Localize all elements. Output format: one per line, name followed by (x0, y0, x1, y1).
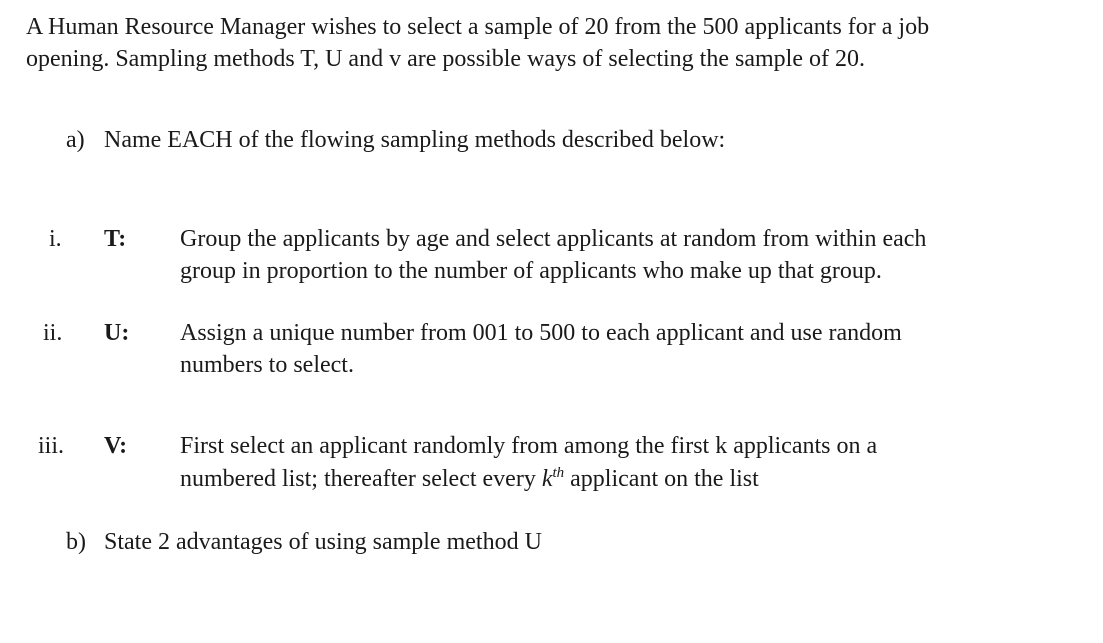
part-b-question: State 2 advantages of using sample method U (104, 529, 542, 555)
method-t-numeral: i. (49, 226, 62, 252)
part-b-label: b) (66, 529, 86, 555)
method-u-description-line-2: numbers to select. (180, 352, 354, 378)
method-v-line-2-suffix: applicant on the list (564, 466, 759, 492)
method-t-description-line-2: group in proportion to the number of applicants who make up that group. (180, 258, 882, 284)
method-v-description-line-2 (180, 466, 759, 491)
method-v-letter: V: (104, 433, 128, 459)
method-v-k-variable: k (541, 466, 553, 492)
method-t-letter: T: (104, 226, 127, 252)
part-a-label: a) (66, 127, 85, 153)
method-v-line-2-prefix: numbered list; thereafter select every (180, 466, 542, 492)
intro-line-1: A Human Resource Manager wishes to select a sample of 20 from the 500 applicants for a job (26, 14, 930, 40)
method-u-numeral: ii. (43, 320, 63, 346)
method-v-numeral: iii. (38, 433, 65, 459)
intro-line-2: opening. Sampling methods T, U and v are possible ways of selecting the sample of 20. (26, 46, 865, 72)
method-v-description-line-1: First select an applicant randomly from among the first k applicants on a (180, 433, 878, 459)
method-u-description-line-1: Assign a unique number from 001 to 500 to each applicant and use random (180, 320, 902, 346)
method-u-letter: U: (104, 320, 130, 346)
method-t-description-line-1: Group the applicants by age and select applicants at random from within each (180, 226, 927, 252)
part-a-question: Name EACH of the flowing sampling methods described below: (104, 127, 726, 153)
method-v-th-superscript: th (552, 465, 565, 481)
